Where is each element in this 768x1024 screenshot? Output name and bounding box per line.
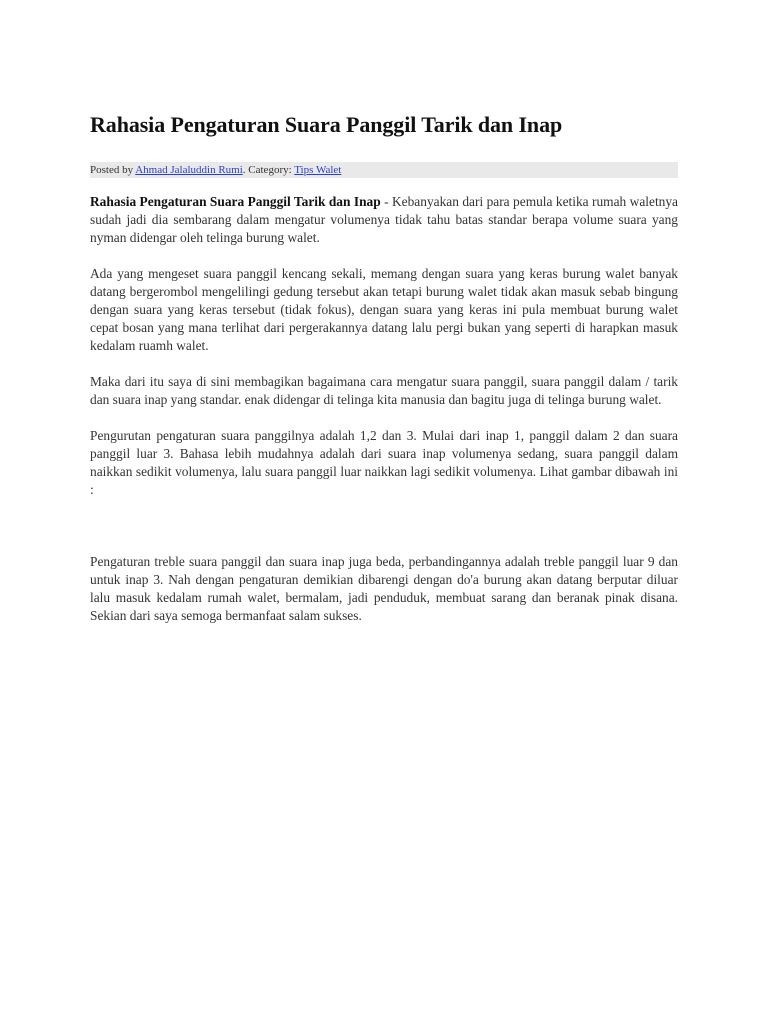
missing-image-placeholder (90, 517, 678, 553)
article (90, 108, 678, 643)
intro-text: - Kebanyakan dari para pemula ketika rumah waletnya sudah jadi dia sembarang dalam mengatur volumenya tidak tahu batas standar berapa volume suara yang nyman didengar oleh telinga burung walet. (90, 194, 678, 245)
category-label: . Category: (242, 164, 295, 176)
body-paragraph-1: Ada yang mengeset suara panggil kencang sekali, memang dengan suara yang keras burung walet banyak datang bergerombol mengelilingi gedung tersebut akan tetapi burung walet tidak akan masuk sebab bingung dengan suara yang keras tersebut (tidak fokus), dengan suara yang keras ini pula membuat burung walet cepat bosan yang mana terlihat dari pergerakannya datang lalu pergi bukan yang seperti di harapkan masuk kedalam ruamh walet. (90, 266, 678, 353)
article-title: Rahasia Pengaturan Suara Panggil Tarik dan Inap (90, 112, 563, 137)
intro-lead: Rahasia Pengaturan Suara Panggil Tarik dan Inap (90, 194, 381, 209)
category-link[interactable]: Tips Walet (294, 164, 342, 176)
closing-paragraph: Pengaturan treble suara panggil dan suara inap juga beda, perbandingannya adalah treble panggil luar 9 dan untuk inap 3. Nah dengan pengaturan demikian dibarengi dengan do'a burung akan datang berputar diluar lalu masuk kedalam rumah walet, bermalam, jadi penduduk, membuat sarang dan beranak pinak disana. Sekian dari saya semoga bermanfaat salam sukses. (90, 554, 678, 623)
posted-by-label: Posted by (90, 164, 136, 176)
author-link[interactable]: Ahmad Jalaluddin Rumi (135, 164, 243, 176)
body-paragraph-3: Pengurutan pengaturan suara panggilnya adalah 1,2 dan 3. Mulai dari inap 1, panggil dalam 2 dan suara panggil luar 3. Bahasa lebih mudahnya adalah dari suara inap volumenya sedang, suara panggil dalam naikkan sedikit volumenya, lalu suara panggil luar naikkan lagi sedikit volumenya. Lihat gambar dibawah ini : (90, 428, 678, 497)
intro-paragraph (90, 193, 678, 247)
body-paragraph-2: Maka dari itu saya di sini membagikan bagaimana cara mengatur suara panggil, suara panggil dalam / tarik dan suara inap yang standar. enak didengar di telinga kita manusia dan bagitu juga di telinga burung walet. (90, 374, 678, 407)
post-meta (90, 162, 678, 178)
